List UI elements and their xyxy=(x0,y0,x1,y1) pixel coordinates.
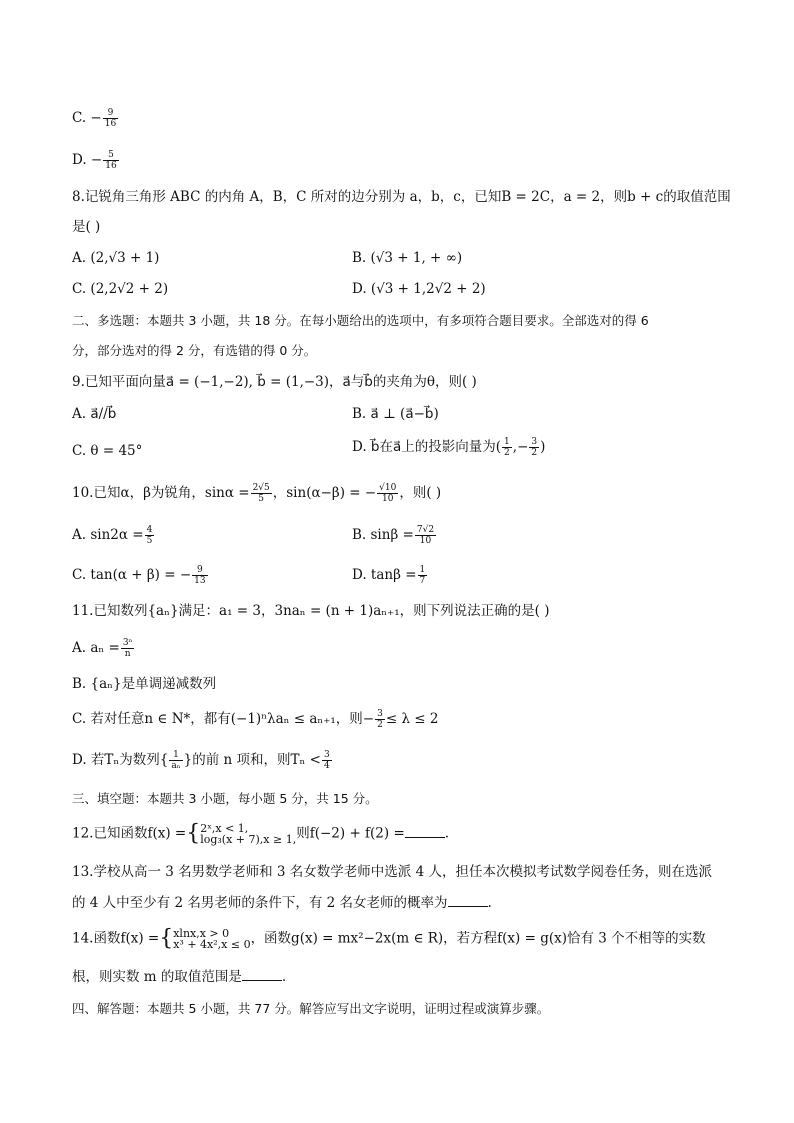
stem-text: ，则( ) xyxy=(399,485,442,501)
numerator: 9 xyxy=(103,108,118,119)
fraction xyxy=(192,565,207,586)
stem-text: . xyxy=(281,969,287,985)
numerator: 1 xyxy=(419,565,426,575)
option-text: C. 若对任意n ∈ N*，都有(−1)ⁿλaₙ ≤ aₙ₊₁，则− xyxy=(72,711,375,727)
q9-stem: 9.已知平面向量a⃗ = (−1,−2), b⃗ = (1,−3)，a⃗与b⃗的夹角为θ，则( ) xyxy=(72,374,477,390)
stem-text: . xyxy=(444,825,450,842)
fraction xyxy=(418,565,428,586)
option-text: ,− xyxy=(512,439,529,455)
denominator: aₙ xyxy=(171,761,181,771)
stem-text: . xyxy=(487,895,492,911)
answer-blank[interactable] xyxy=(242,968,282,981)
denominator: 7 xyxy=(419,576,426,586)
option-text: ≤ λ ≤ 2 xyxy=(385,711,439,727)
denominator: 2 xyxy=(531,448,538,458)
option-text: D. b⃗在a⃗上的投影向量为( xyxy=(352,439,502,455)
numerator: 3ⁿ xyxy=(122,638,133,648)
q11-option-d xyxy=(72,750,333,771)
stem-text: 根，则实数 m 的取值范围是 xyxy=(72,969,242,985)
fraction xyxy=(169,750,182,771)
fraction xyxy=(145,525,155,546)
fraction xyxy=(415,525,436,546)
q13-line1: 13.学校从高一 3 名男数学老师和 3 名女数学老师中选派 4 人，担任本次模拟考试数学阅卷任务，则在选派 xyxy=(72,864,712,880)
option-prefix: C. − xyxy=(72,110,102,126)
q11-option-c xyxy=(72,709,439,730)
denominator: 4 xyxy=(323,761,330,771)
stem-text: 则f(−2) + f(2) = xyxy=(296,825,405,842)
case-line: xlnx,x > 0 xyxy=(173,927,230,940)
stem-text: 的 4 人中至少有 2 名男老师的条件下，有 2 名女老师的概率为 xyxy=(72,895,448,911)
option-text: A. sin2α = xyxy=(72,527,144,543)
piecewise-cases xyxy=(200,823,296,845)
q7-option-d xyxy=(72,150,120,171)
option-text: A. aₙ = xyxy=(72,640,120,656)
numerator: 3 xyxy=(323,750,330,760)
q9-option-c: C. θ = 45° xyxy=(72,443,143,459)
case-line: log₃(x + 7),x ≥ 1, xyxy=(200,833,297,846)
q8-option-b: B. (√3 + 1, + ∞) xyxy=(352,250,463,266)
q11-option-a xyxy=(72,638,135,659)
stem-text: ，sin(α−β) = − xyxy=(272,485,377,501)
q10-option-a xyxy=(72,525,155,546)
numerator: √10 xyxy=(379,483,397,493)
numerator: 7√2 xyxy=(416,525,435,535)
q7-option-c xyxy=(72,108,119,129)
denominator: 16 xyxy=(104,119,117,129)
denominator: 10 xyxy=(382,494,394,504)
q9-option-b: B. a⃗ ⊥ (a⃗−b⃗) xyxy=(352,406,439,422)
q11-stem: 11.已知数列{aₙ}满足：a₁ = 3，3naₙ = (n + 1)aₙ₊₁，则下列说法正确的是( ) xyxy=(72,603,550,619)
fraction xyxy=(377,483,398,504)
option-text: D. tanβ = xyxy=(352,567,417,583)
denominator: 2 xyxy=(377,720,383,730)
case-line: 2ˣ,x < 1, xyxy=(200,822,249,835)
stem-text: 12.已知函数f(x) = xyxy=(72,825,187,842)
denominator: n xyxy=(124,649,131,659)
q10-stem xyxy=(72,483,441,504)
section2-heading-line1: 二、多选题：本题共 3 小题，共 18 分。在每小题给出的选项中，有多项符合题目要求。全部选对的得 6 xyxy=(72,313,649,328)
q8-option-a: A. (2,√3 + 1) xyxy=(72,250,160,266)
denominator: 5 xyxy=(258,494,265,504)
fraction xyxy=(375,709,385,730)
q13-line2 xyxy=(72,893,492,913)
answer-blank[interactable] xyxy=(448,894,488,907)
option-text: D. 若Tₙ为数列{ xyxy=(72,752,169,768)
option-text: C. tan(α + β) = − xyxy=(72,567,192,583)
q10-option-d xyxy=(352,565,428,586)
q11-option-b: B. {aₙ}是单调递减数列 xyxy=(72,676,217,692)
option-text: ) xyxy=(540,439,546,455)
numerator: 3 xyxy=(377,709,383,719)
answer-blank[interactable] xyxy=(405,825,445,838)
fraction xyxy=(251,483,272,504)
numerator: 3 xyxy=(531,437,538,447)
left-brace-icon: { xyxy=(159,926,174,951)
denominator: 5 xyxy=(146,536,153,546)
stem-text: 10.已知α，β为锐角，sinα = xyxy=(72,485,250,501)
section4-heading: 四、解答题：本题共 5 小题，共 77 分。解答应写出文字说明，证明过程或演算步骤。 xyxy=(72,1001,550,1016)
numerator: 5 xyxy=(103,150,118,161)
denominator: 16 xyxy=(105,161,117,171)
case-line: x³ + 4x²,x ≤ 0 xyxy=(173,938,251,951)
denominator: 2 xyxy=(504,448,510,458)
left-brace-icon: { xyxy=(186,821,201,846)
denominator: 10 xyxy=(419,536,432,546)
option-text: B. sinβ = xyxy=(352,527,414,543)
option-text: }的前 n 项和，则Tₙ < xyxy=(183,752,321,768)
q8-stem-line2: 是( ) xyxy=(72,219,101,235)
fraction xyxy=(121,638,135,659)
fraction xyxy=(103,108,118,129)
q14-line2 xyxy=(72,967,286,987)
q8-option-d: D. (√3 + 1,2√2 + 2) xyxy=(352,281,486,297)
q10-option-c xyxy=(72,565,209,586)
section3-heading: 三、填空题：本题共 3 小题，每小题 5 分，共 15 分。 xyxy=(72,791,378,806)
fraction xyxy=(529,437,539,458)
fraction xyxy=(502,437,512,458)
option-prefix: D. − xyxy=(72,152,103,168)
q8-option-c: C. (2,2√2 + 2) xyxy=(72,281,169,297)
section2-heading-line2: 分，部分选对的得 2 分，有选错的得 0 分。 xyxy=(72,343,317,358)
q9-option-d xyxy=(352,437,545,458)
numerator: 4 xyxy=(146,525,153,535)
stem-text: ，函数g(x) = mx²−2x(m ∈ R)，若方程f(x) = g(x)恰有 3 个不相等的实数 xyxy=(250,930,706,947)
numerator: 9 xyxy=(192,565,207,576)
q14-stem xyxy=(72,928,706,950)
q9-option-a: A. a⃗//b⃗ xyxy=(72,406,117,422)
q12-stem xyxy=(72,823,449,845)
q8-stem-line1: 8.记锐角三角形 ABC 的内角 A，B，C 所对的边分别为 a，b，c，已知B = 2C，a = 2，则b + c的取值范围 xyxy=(72,189,731,205)
fraction xyxy=(103,150,118,171)
stem-text: 14.函数f(x) = xyxy=(72,930,160,947)
piecewise-cases xyxy=(173,928,250,950)
numerator: 1 xyxy=(169,750,182,761)
q10-option-b xyxy=(352,525,437,546)
numerator: 2√5 xyxy=(252,483,270,493)
numerator: 1 xyxy=(504,437,510,447)
denominator: 13 xyxy=(194,576,206,586)
fraction xyxy=(322,750,332,771)
